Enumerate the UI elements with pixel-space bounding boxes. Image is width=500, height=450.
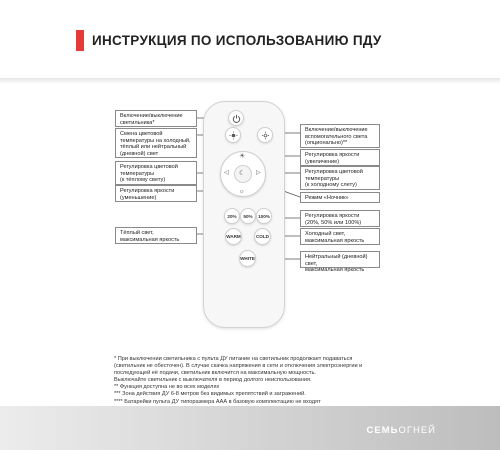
brightness-50-button[interactable]: 50%: [240, 208, 256, 224]
cold-button[interactable]: COLD: [254, 228, 271, 245]
cold-arrow-icon[interactable]: ▷: [256, 170, 261, 176]
sun-icon[interactable]: ☀: [239, 153, 246, 160]
brand-logo: СЕМЬОГНЕЙ: [366, 425, 436, 436]
white-button[interactable]: WHITE: [239, 250, 256, 267]
moon-icon: ☾: [239, 170, 246, 177]
brightness-100-button[interactable]: 100%: [256, 208, 272, 224]
aux-light-button[interactable]: [257, 127, 273, 143]
label-warm-max: Тёплый свет, максимальная яркость: [115, 227, 197, 244]
label-cold-max: Холодный свет, максимальная яркость: [300, 228, 380, 245]
power-icon: [232, 114, 241, 123]
sun-dim-icon[interactable]: ☼: [239, 189, 245, 195]
label-neutral-max: Нейтральный (дневной) свет, максимальная яркость: [300, 251, 380, 268]
label-power: Включение/выключение светильника*: [115, 110, 197, 127]
label-aux-light: Включение/выключение вспомогательного света (опционально)**: [300, 124, 380, 148]
brightness-20-button[interactable]: 20%: [224, 208, 240, 224]
label-warm-adjust: Регулировка цветовой температуры (к тёплому свету): [115, 161, 197, 185]
footnotes: * При выключении светильника с пульта ДУ питание на светильник продолжает подаваться (светильник не обесточен). В случае скачка напряжения в сети и отключения электроэнергии и последующей её подачи, светильник включится на максимальную мощность. Выключайте светильник с выключателя в период долгого неиспользования. ** Функция доступна не во всех моделях *** Зона действия ДУ 6-8 метров без видимых препятствий и загражений. **** Батарейки пульта ДУ типоразмера ААА в базовую комплектацию не входят: [114, 356, 363, 405]
warm-arrow-icon[interactable]: ◁: [224, 170, 229, 176]
label-color-temp: Смена цветовой температуры на холодный, тёплый или нейтральный (дневной) свет: [115, 128, 197, 158]
power-button[interactable]: [228, 110, 244, 126]
label-brightness-presets: Регулировка яркости (20%, 50% или 100%): [300, 210, 380, 227]
color-temp-button[interactable]: [225, 127, 241, 143]
label-cold-adjust: Регулировка цветовой температуры (к холодному слету): [300, 166, 380, 190]
page-title: ИНСТРУКЦИЯ ПО ИСПОЛЬЗОВАНИЮ ПДУ: [92, 33, 382, 48]
color-temp-icon: [229, 131, 238, 140]
label-night-mode: Режим «Ночник»: [300, 192, 380, 203]
aux-light-icon: [261, 131, 270, 140]
label-brightness-up: Регулировка яркости (увеличение): [300, 149, 380, 166]
warm-button[interactable]: WARM: [225, 228, 242, 245]
label-brightness-down: Регулировка яркости (уменьшение): [115, 185, 197, 202]
